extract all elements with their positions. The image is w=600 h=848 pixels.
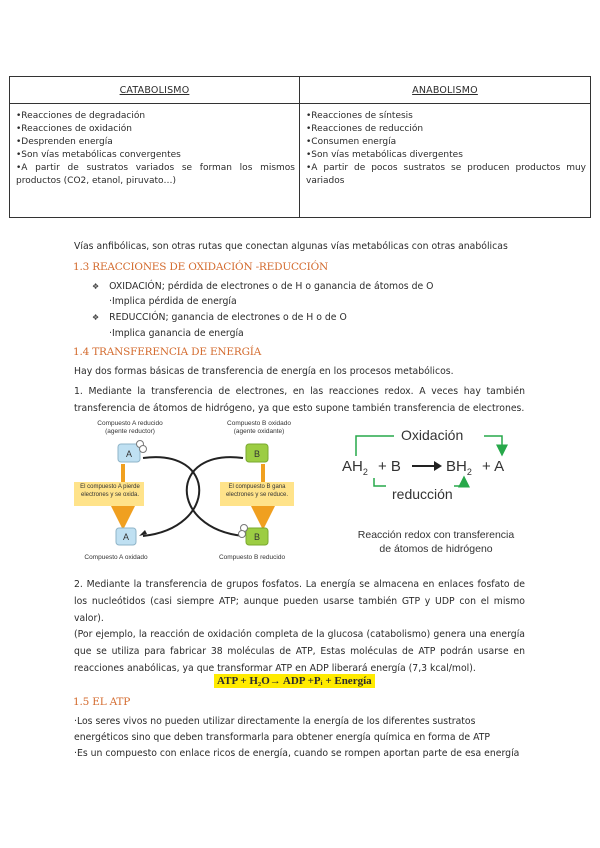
list-item: •Consumen energía xyxy=(306,137,397,147)
list-item: •A partir de pocos sustratos se producen productos muy variados xyxy=(306,163,586,186)
oxidacion-bullet xyxy=(92,281,433,293)
oxidacion-text: OXIDACIÓN; pérdida de electrones o de H o ganancia de átomos de O xyxy=(109,281,434,292)
atp-line-1: ·Los seres vivos no pueden utilizar directamente la energía de los diferentes sustratos xyxy=(74,716,476,727)
oxidation-curve-arrow xyxy=(143,457,199,536)
catabolismo-cell xyxy=(10,104,300,218)
reaction-arrowhead xyxy=(434,461,442,471)
anfibolicas-text: Vías anfibólicas, son otras rutas que conectan algunas vías metabólicas con otras anabólicas xyxy=(74,241,508,252)
anabolismo-header: ANABOLISMO xyxy=(300,77,591,104)
transfer-item-1: 1. Mediante la transferencia de electrones, en las reacciones redox. A veces hay también transferencia de átomos de hidrógeno, ya que esto supone también transferencia de electrones. xyxy=(74,386,525,414)
list-item: •Reacciones de oxidación xyxy=(16,124,132,134)
redox-caption-1: Reacción redox con transferencia xyxy=(357,529,515,541)
list-item: •Son vías metabólicas divergentes xyxy=(306,150,463,160)
bottom-right-caption: Compuesto B reducido xyxy=(218,554,286,561)
section-1-3-heading: 1.3 REACCIONES DE OXIDACIÓN -REDUCCIÓN xyxy=(73,261,328,273)
electron-transfer-diagram xyxy=(68,418,330,568)
transfer-item-2-extra: (Por ejemplo, la reacción de oxidación completa de la glucosa (catabolismo) genera una energía que se utiliza para fabricar 38 moléculas de ATP, Estas moléculas de ATP podrán usarse en reacciones anabólicas, ya que transformar ATP en ADP liberará energía (7,3 kcal/mol). xyxy=(74,629,525,674)
product-sub: 2 xyxy=(466,467,472,477)
list-item: •A partir de sustratos variados se forman los mismos productos (CO2, etanol, piruvato…) xyxy=(16,163,295,186)
anabolismo-list xyxy=(300,104,590,188)
compound-b-label: B xyxy=(253,449,261,459)
reduccion-label: reducción xyxy=(392,486,453,502)
diamond-bullet-icon: ❖ xyxy=(92,282,100,291)
reduccion-text: REDUCCIÓN; ganancia de electrones o de H o de O xyxy=(109,312,347,323)
reduccion-bullet xyxy=(92,312,347,324)
oxidation-line xyxy=(356,436,394,456)
electron-icon xyxy=(239,531,246,538)
note-right xyxy=(222,483,292,507)
anabolismo-cell xyxy=(300,104,591,218)
atp-line-2: energéticos sino que deben transformarla para obtener energía química en forma de ATP xyxy=(74,732,491,743)
list-item: •Reacciones de reducción xyxy=(306,124,424,134)
catabolismo-list xyxy=(10,104,299,188)
atp-formula: ATP + H₂O→ ADP +Pᵢ + Energía xyxy=(214,674,375,688)
oxidacion-sub: ·Implica pérdida de energía xyxy=(109,296,237,307)
redox-hydrogen-diagram xyxy=(336,420,536,562)
top-right-sub: (agente oxidante) xyxy=(233,428,285,435)
equation-ah2 xyxy=(342,458,368,477)
note-left xyxy=(76,483,144,507)
reduction-line-left xyxy=(374,478,386,486)
product-bh: BH xyxy=(446,458,467,475)
equation-plus-a: + A xyxy=(482,458,505,475)
list-item: •Reacciones de síntesis xyxy=(306,111,413,121)
oxidacion-label: Oxidación xyxy=(401,427,464,443)
redox-caption-2: de átomos de hidrógeno xyxy=(379,543,493,555)
compound-b-bottom-label: B xyxy=(253,532,261,542)
reduccion-sub: ·Implica ganancia de energía xyxy=(109,328,244,339)
list-item: •Desprenden energía xyxy=(16,137,113,147)
reactant-sub: 2 xyxy=(362,467,368,477)
oxidation-arrow xyxy=(484,436,502,452)
transfer-intro: Hay dos formas básicas de transferencia de energía en los procesos metabólicos. xyxy=(74,366,454,377)
diamond-bullet-icon: ❖ xyxy=(92,313,100,322)
atp-line-3: ·Es un compuesto con enlace ricos de energía, cuando se rompen aportan parte de esa energía xyxy=(74,748,520,759)
note-left-text: El compuesto A pierde electrones y se oxida. xyxy=(80,484,140,498)
equation-plus-b: + B xyxy=(378,458,401,475)
compound-a-label: A xyxy=(125,449,133,459)
equation-bh2 xyxy=(446,458,472,477)
catabolismo-header: CATABOLISMO xyxy=(10,77,300,104)
top-left-sub: (agente reductor) xyxy=(105,428,155,435)
reduction-arrow xyxy=(454,480,464,486)
comparison-table xyxy=(9,76,591,218)
list-item: •Son vías metabólicas convergentes xyxy=(16,150,181,160)
list-item: •Reacciones de degradación xyxy=(16,111,146,121)
transfer-item-2: 2. Mediante la transferencia de grupos fosfatos. La energía se almacena en enlaces fosfato de los nucleótidos (casi siempre ATP; aunque pueden usarse también GTP y UDP con el mismo valor). xyxy=(74,579,525,624)
reactant-ah: AH xyxy=(342,458,363,475)
top-left-title: Compuesto A reducido xyxy=(97,420,163,427)
top-right-title: Compuesto B oxidado xyxy=(227,420,291,427)
compound-a-bottom-label: A xyxy=(122,532,130,542)
section-1-4-heading: 1.4 TRANSFERENCIA DE ENERGÍA xyxy=(73,346,262,358)
note-right-text: El compuesto B gana electrones y se reduce. xyxy=(225,484,289,498)
section-1-5-heading: 1.5 EL ATP xyxy=(73,696,131,708)
bottom-left-caption: Compuesto A oxidado xyxy=(84,554,148,561)
electron-icon xyxy=(140,446,147,453)
